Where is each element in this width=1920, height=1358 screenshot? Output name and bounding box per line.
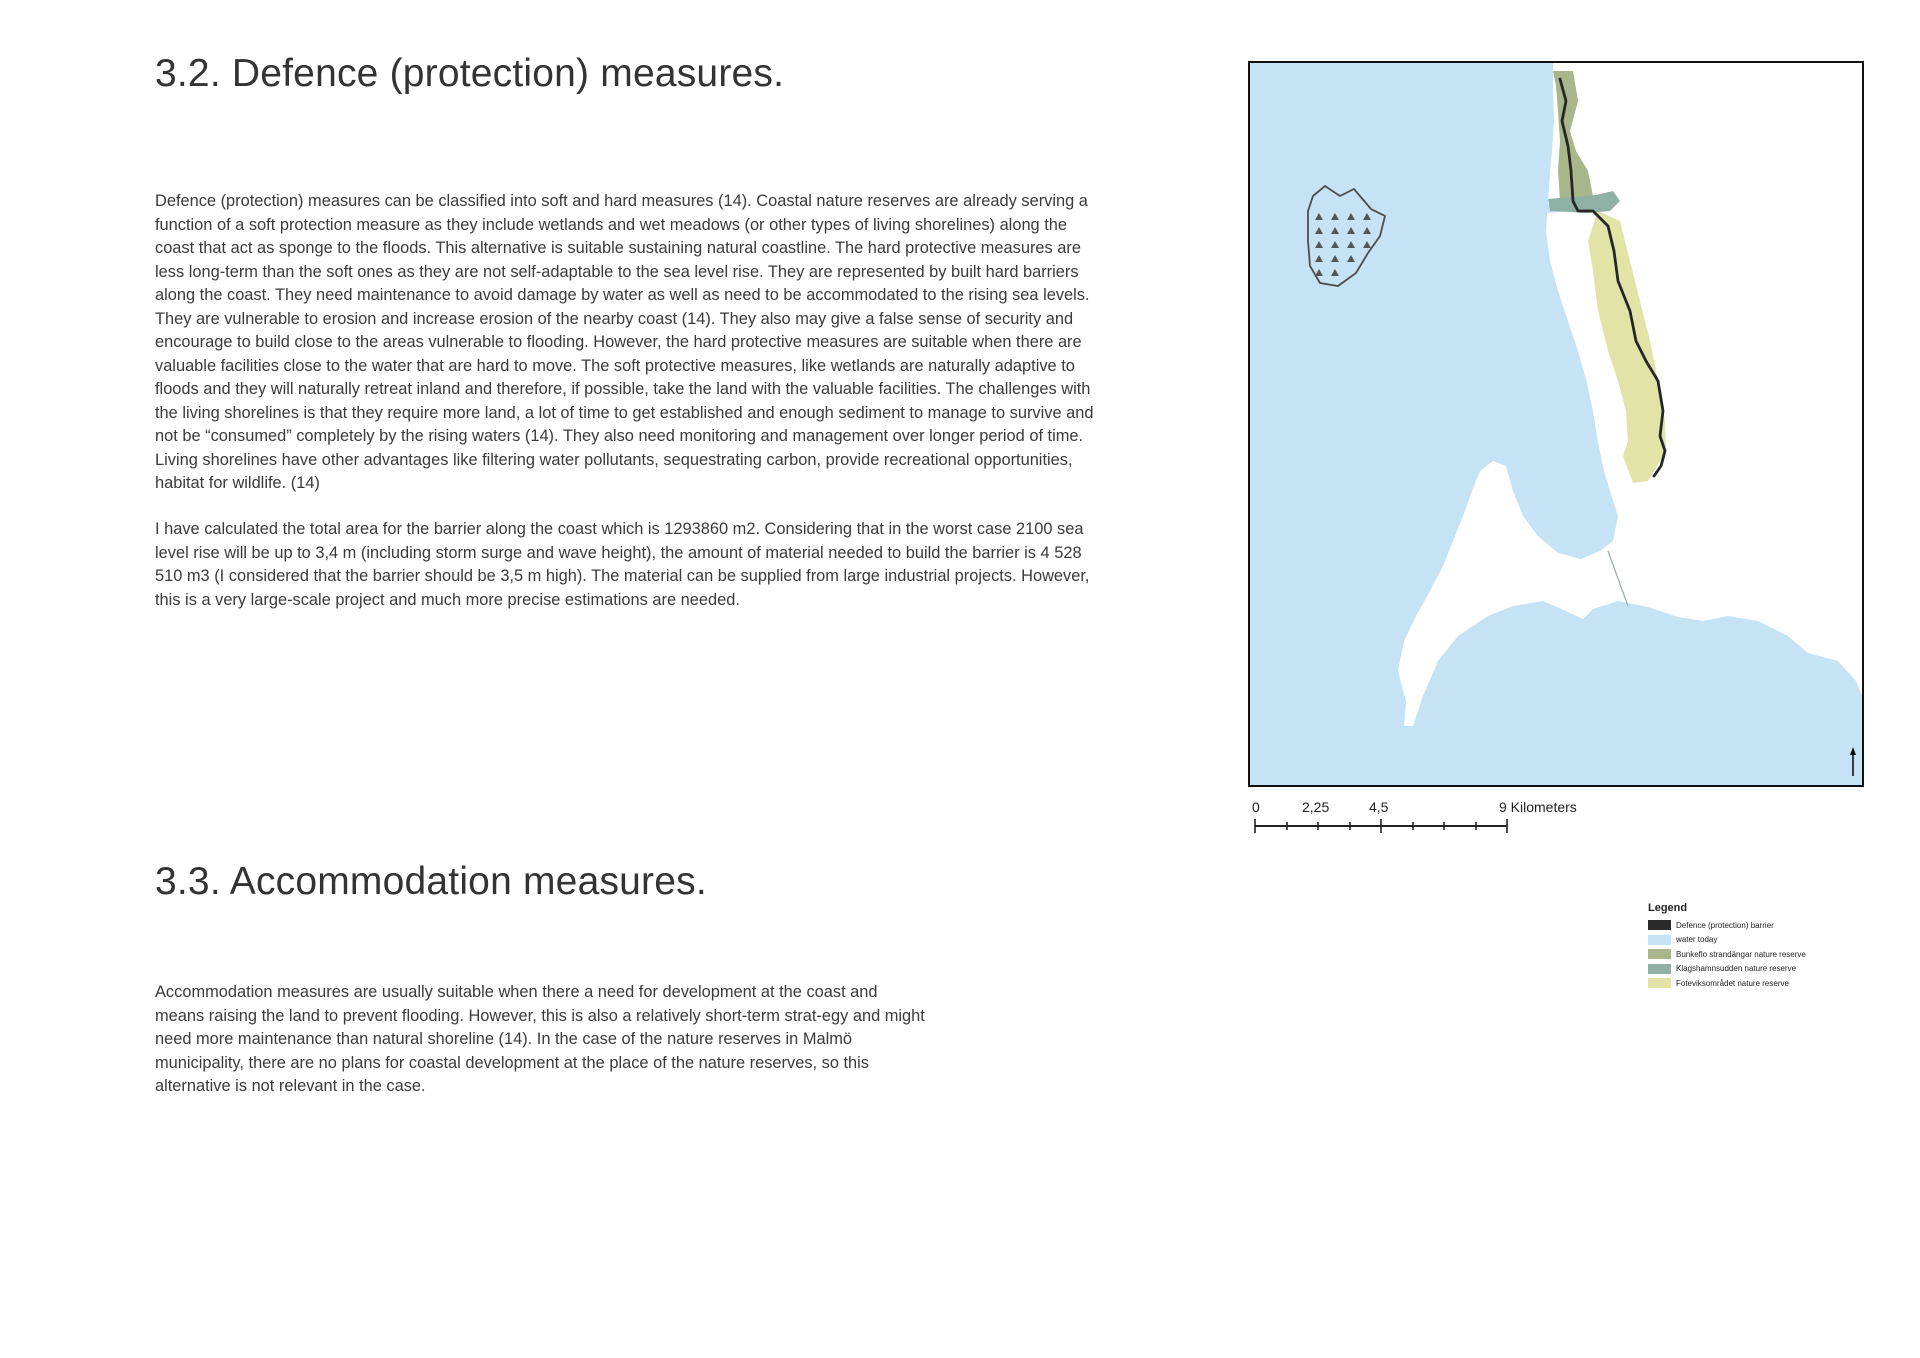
coastal-map [1248, 61, 1864, 787]
legend-swatch-water [1648, 935, 1671, 945]
legend-label: Defence (protection) barrier [1676, 920, 1774, 930]
section-heading-accommodation: 3.3. Accommodation measures. [155, 860, 707, 903]
scale-label-9-km: 9 Kilometers [1499, 800, 1577, 815]
legend-label: Bunkeflo strandängar nature reserve [1676, 949, 1806, 959]
scale-label-4-5: 4,5 [1369, 800, 1389, 815]
scale-label-2-25: 2,25 [1302, 800, 1330, 815]
legend-label: Klagshamnsudden nature reserve [1676, 964, 1797, 974]
scale-bar [1252, 800, 1592, 840]
legend-title: Legend [1648, 902, 1688, 914]
scale-label-0: 0 [1252, 800, 1260, 815]
map-legend [1648, 902, 1888, 991]
legend-item-bunkeflo [1648, 947, 1888, 962]
legend-swatch-bunkeflo [1648, 949, 1671, 959]
legend-swatch-klagshamn [1648, 964, 1671, 974]
legend-item-barrier [1648, 918, 1888, 933]
legend-swatch-fotevik [1648, 978, 1671, 988]
legend-swatch-barrier [1648, 920, 1671, 930]
defence-paragraph-1: Defence (protection) measures can be classified into soft and hard measures (14). Coastal nature reserves are already serving a function of a soft protection measure as they include wetlands and wet meadows (or other types of living shorelines) along the coast that act as sponge to the floods. This alternative is suitable sustaining natural coastline. The hard protective measures are less long-term than the soft ones as they are not self-adaptable to the sea level rise. They are represented by built hard barriers along the coast. They need maintenance to avoid damage by water as well as need to be accommodated to the rising sea levels. They are vulnerable to erosion and increase erosion of the nearby coast (14). They also may give a false sense of security and encourage to build close to the areas vulnerable to flooding. However, the hard protective measures are suitable when there are valuable facilities close to the water that are hard to move. The soft protective measures, like wetlands are naturally adaptive to floods and they will naturally retreat inland and therefore, if possible, take the land with the valuable facilities. The challenges with the living shorelines is that they require more land, a lot of time to get established and enough sediment to manage to survive and not be “consumed” completely by the rising waters (14). They also need monitoring and management over longer period of time. Living shorelines have other advantages like filtering water pollutants, sequestrating carbon, provide recreational opportunities, habitat for wildlife. (14) [155, 192, 1094, 492]
legend-item-water [1648, 933, 1888, 948]
legend-item-klagshamn [1648, 962, 1888, 977]
legend-item-fotevik [1648, 976, 1888, 991]
legend-label: water today [1676, 935, 1718, 945]
defence-paragraph-2: I have calculated the total area for the barrier along the coast which is 1293860 m2. Considering that in the worst case 2100 sea level rise will be up to 3,4 m (including storm surge and wave height), the amount of material needed to build the barrier is 4 528 510 m3 (I considered that the barrier should be 3,5 m high). The material can be supplied from large industrial projects. However, this is a very large-scale project and much more precise estimations are needed. [155, 520, 1090, 609]
section-heading-defence: 3.2. Defence (protection) measures. [155, 52, 785, 95]
accommodation-paragraph: Accommodation measures are usually suitable when there a need for development at the coast and means raising the land to prevent flooding. However, this is also a relatively short-term strat-egy and might need more maintenance than natural shoreline (14). In the case of the nature reserves in Malmö municipality, there are no plans for coastal development at the place of the nature reserves, so this alternative is not relevant in the case. [155, 983, 925, 1095]
legend-label: Foteviksområdet nature reserve [1676, 978, 1789, 988]
